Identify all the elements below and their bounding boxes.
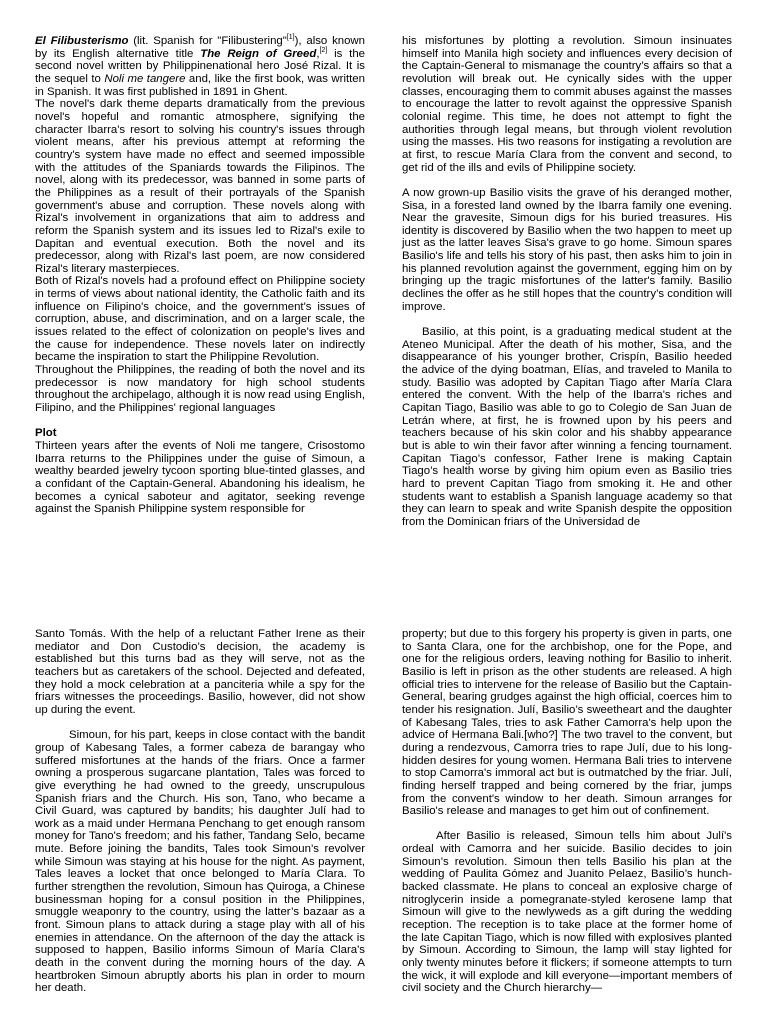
noli-title: Noli me tangere [104,72,186,85]
text-run: (lit. Spanish for "Filibustering" [128,35,287,47]
citation-1[interactable]: [1] [286,34,295,42]
citation-2[interactable]: [2] [319,46,328,54]
effect-paragraph: Both of Rizal's novels had a profound effect on Philippine society in terms of views about national identity, the Catholic faith and its influence on Filipino's choice, and the government's issues of corruption, abuse, and discrimination, and on a larger scale, the issues related to the effect of colonization on people's lives and the cause for independence. These novels later on indirectly became the inspiration to start the Philippine Revolution. [35,275,365,364]
reading-paragraph: Throughout the Philippines, the reading of both the novel and its predecessor is now mandatory for high school students throughout the archipelago, although it is now read using English, Filipino, and the Philippines' regional languages [35,364,365,415]
plot-heading: Plot [35,427,57,440]
text-run: ), also known by its English alternative title [35,35,365,60]
column-2 [402,35,732,529]
alt-title: The Reign of Greed [200,47,317,60]
plot-paragraph-6: Simoun, for his part, keeps in close contact with the bandit group of Kabesang Tales, a former cabeza de barangay who suffered misfortunes at the hands of the friars. Once a farmer owning a prosperous sugarcane plantation, Tales was forced to give everything he had owned to the greedy, unscrupulous Spanish friars and the Church. His son, Tano, who became a Civil Guard, was captured by bandits; his daughter Julí had to work as a maid under Hermana Penchang to get enough ransom money for Tano's freedom; and his father, Tandang Selo, became mute. Before joining the bandits, Tales took Simoun’s revolver while Simoun was staying at his house for the night. As payment, Tales leaves a locket that once belonged to María Clara. To further strengthen the revolution, Simoun has Quiroga, a Chinese businessman hoping for a consul position in the Philippines, smuggle weaponry to the country, using the latter’s bazaar as a front. Simoun plans to attack during a stage play with all of his enemies in attendance. On the afternoon of the day the attack is supposed to happen, Basilio informs Simoun of María Clara's death in the convent during the morning hours of the day. A heartbroken Simoun abruptly aborts his plan in order to mourn her death. [35,729,365,995]
plot-paragraph-2: his misfortunes by plotting a revolution. Simoun insinuates himself into Manila high society and influences every decision of the Captain-General to mismanage the country’s affairs so that a revolution will break out. He cynically sides with the upper classes, encouraging them to commit abuses against the masses to encourage the latter to revolt against the oppressive Spanish colonial regime. This time, he does not attempt to fight the authorities through legal means, but through violent revolution using the masses. His two reasons for instigating a revolution are at first, to rescue María Clara from the convent and second, to get rid of the ills and evils of Philippine society. [402,35,732,174]
intro-paragraph [35,35,365,98]
column-1 [35,35,365,516]
book-title: El Filibusterismo [35,35,129,47]
plot-paragraph-3: A now grown-up Basilio visits the grave of his deranged mother, Sisa, in a forested land owned by the Ibarra family one evening. Near the gravesite, Simoun digs for his buried treasures. His identity is discovered by Basilio when the two happen to meet up just as the latter leaves Sisa's grave to go home. Simoun spares Basilio's life and tells his story of his past, then asks him to join in his planned revolution against the government, egging him on by bringing up the tragic misfortunes of the latter's family. Basilio declines the offer as he still hopes that the country’s condition will improve. [402,186,732,313]
text-run: is the second novel written by Philippinenational hero José Rizal. It is the sequel to [35,47,366,85]
text-run: , [316,47,320,60]
plot-paragraph-4: Basilio, at this point, is a graduating medical student at the Ateneo Municipal. After the death of his mother, Sisa, and the disappearance of his younger brother, Crispín, Basilio heeded the advice of the dying boatman, Elías, and traveled to Manila to study. Basilio was adopted by Capitan Tiago after María Clara entered the convent. With the help of the Ibarra's riches and Capitan Tiago, Basilio was able to go to Colegio de San Juan de Letrán where, at first, he is frowned upon by his peers and teachers because of his skin color and his shabby appearance but is able to win their favor after winning a fencing tournament. Capitan Tiago’s confessor, Father Irene is making Captain Tiago’s health worse by giving him opium even as Basilio tries hard to prevent Capitan Tiago from smoking it. He and other students want to establish a Spanish language academy so that they can learn to speak and write Spanish despite the opposition from the Dominican friars of the Universidad de [402,326,732,528]
plot-paragraph-1: Thirteen years after the events of Noli me tangere, Crisostomo Ibarra returns to the Philippines under the guise of Simoun, a wealthy bearded jewelry tycoon sporting blue-tinted glasses, and a confidant of the Captain-General. Abandoning his idealism, he becomes a cynical saboteur and agitator, seeking revenge against the Spanish Philippine system responsible for [35,439,365,516]
plot-paragraph-5: Santo Tomás. With the help of a reluctant Father Irene as their mediator and Don Custodio’s decision, the academy is established but this turns bad as they will serve, not as the teachers but as caretakers of the school. Dejected and defeated, they hold a mock celebration at a panciteria while a spy for the friars witnesses the proceedings. Basilio, however, did not show up during the event. [35,628,365,716]
theme-paragraph: The novel's dark theme departs dramatically from the previous novel's hopeful and romantic atmosphere, signifying the character Ibarra's resort to solving his country's issues through violent means, after his previous attempt at reforming the country's system have made no effect and seemed impossible with the attitudes of the Spaniards towards the Filipinos. The novel, along with its predecessor, was banned in some parts of the Philippines as a result of their portrayals of the Spanish government's abuse and corruption. These novels along with Rizal's involvement in organizations that aim to address and reform the Spanish system and its issues led to Rizal's exile to Dapitan and eventual execution. Both the novel and its predecessor, along with Rizal's last poem, are now considered Rizal's literary masterpieces. [35,98,365,275]
column-4 [402,628,732,995]
column-3 [35,628,365,995]
plot-paragraph-7: property; but due to this forgery his property is given in parts, one to Santa Clara, one for the archbishop, one for the Pope, and one for the religious orders, leaving nothing for Basilio to inherit. Basilio is left in prison as the other students are released. A high official tries to intervene for the release of Basilio but the Captain-General, bearing grudges against the high official, coerces him to tender his resignation. Julí, Basilio’s sweetheart and the daughter of Kabesang Tales, tries to ask Father Camorra's help upon the advice of Hermana Bali.[who?] The two travel to the convent, but during a rendezvous, Camorra tries to rape Julí, due to his long-hidden desires for young women. Hermana Bali tries to intervene to stop Camorra's immoral act but is outmatched by the friar. Julí, finding herself trapped and being cornered by the friar, jumps from the convent's window to her death. Simoun arranges for Basilio's release and manages to get him out of confinement. [402,628,732,818]
plot-paragraph-8: After Basilio is released, Simoun tells him about Julí's ordeal with Camorra and her suicide. Basilio decides to join Simoun’s revolution. Simoun then tells Basilio his plan at the wedding of Paulita Gómez and Juanito Pelaez, Basilio’s hunch-backed classmate. He plans to conceal an explosive charge of nitroglycerin inside a pomegranate-styled kerosene lamp that Simoun will give to the newlyweds as a gift during the wedding reception. The reception is to take place at the former home of the late Capitan Tiago, which is now filled with explosives planted by Simoun. According to Simoun, the lamp will stay lighted for only twenty minutes before it flickers; if someone attempts to turn the wick, it will explode and kill everyone—important members of civil society and the Church hierarchy— [402,830,732,995]
text-run: and, like the first book, was written in Spanish. It was first published in 1891 in Ghent. [35,72,365,98]
